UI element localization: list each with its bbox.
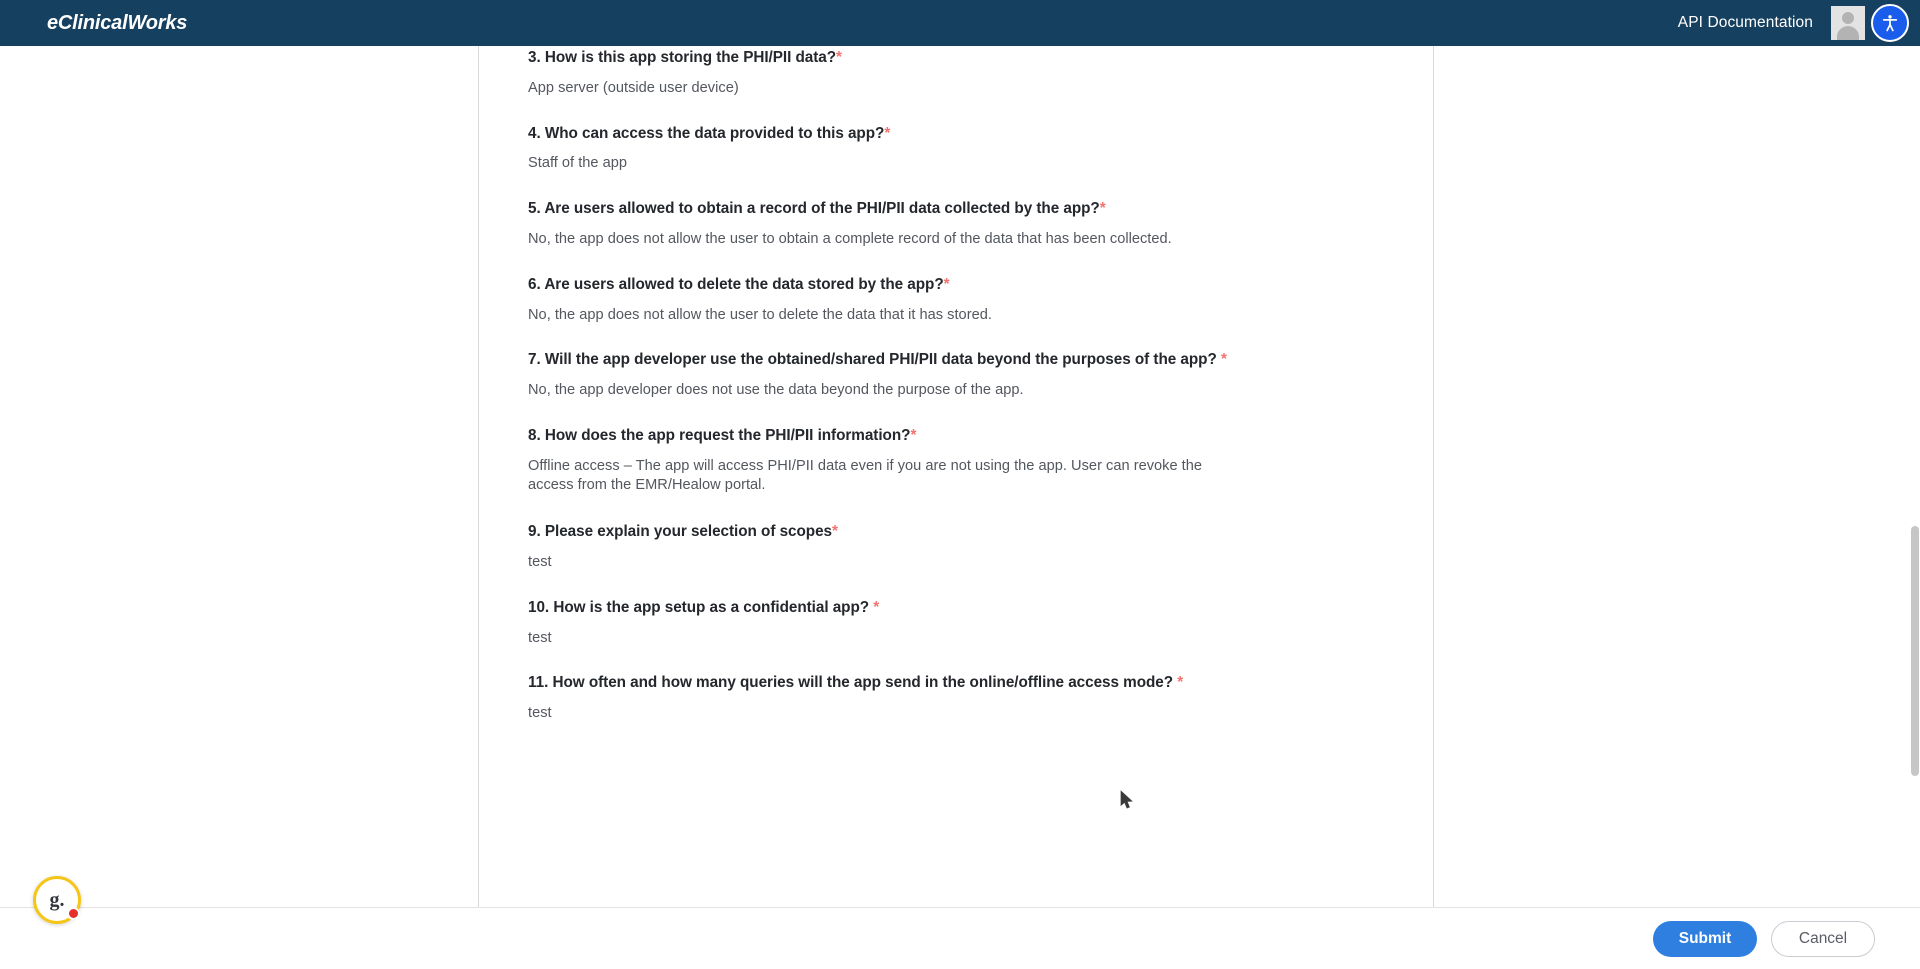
question-number: 3.	[528, 49, 541, 66]
question-block	[528, 426, 1383, 496]
question-block	[528, 124, 1383, 175]
question-number: 9.	[528, 523, 541, 541]
answer-value: test	[528, 705, 552, 722]
scrollbar-thumb[interactable]	[1911, 526, 1919, 776]
question-block	[528, 350, 1383, 401]
answer-value: No, the app does not allow the user to obtain a complete record of the data that has been collected.	[528, 231, 1172, 247]
question-text: Are users allowed to obtain a record of the PHI/PII data collected by the app?	[544, 200, 1100, 218]
question-label	[528, 426, 1383, 446]
required-asterisk: *	[943, 275, 950, 293]
right-gutter	[1433, 46, 1920, 907]
required-asterisk: *	[910, 426, 917, 444]
cancel-button[interactable]: Cancel	[1771, 921, 1875, 957]
question-label	[528, 673, 1383, 693]
answer-value: Offline access – The app will access PHI/PII data even if you are not using the app. User can revoke the access from the EMR/Healow portal.	[528, 457, 1203, 494]
notification-dot-icon	[67, 907, 80, 920]
required-asterisk: *	[1177, 674, 1184, 692]
required-asterisk: *	[1220, 351, 1227, 369]
answer-value: App server (outside user device)	[528, 79, 739, 96]
question-label	[528, 199, 1383, 219]
question-number: 11.	[528, 674, 549, 692]
required-asterisk: *	[836, 49, 842, 66]
avatar-head-shape	[1842, 12, 1854, 24]
answer-value: No, the app developer does not use the data beyond the purpose of the app.	[528, 382, 1024, 399]
question-block	[528, 522, 1383, 573]
question-text: Please explain your selection of scopes	[544, 523, 832, 541]
question-text: Will the app developer use the obtained/shared PHI/PII data beyond the purposes of the app?	[544, 351, 1217, 369]
answer-value: test	[528, 629, 552, 646]
page-body	[0, 46, 1920, 969]
question-block	[528, 275, 1383, 326]
feedback-widget-button[interactable]	[33, 876, 81, 924]
question-text: Are users allowed to delete the data stored by the app?	[544, 275, 944, 293]
questionnaire-form	[480, 46, 1433, 907]
question-label	[528, 522, 1383, 542]
question-text: How is the app setup as a confidential app?	[553, 598, 870, 616]
vertical-scrollbar[interactable]	[1909, 46, 1920, 907]
app-header	[0, 0, 1920, 46]
question-block	[528, 199, 1383, 250]
answer-value: No, the app does not allow the user to delete the data that it has stored.	[528, 306, 992, 323]
question-text: How is this app storing the PHI/PII data?	[544, 49, 837, 66]
question-label	[528, 275, 1383, 295]
question-block	[528, 46, 1383, 99]
accessibility-icon[interactable]	[1871, 4, 1909, 42]
question-number: 8.	[528, 426, 541, 444]
avatar-body-shape	[1837, 26, 1859, 40]
question-block	[528, 598, 1383, 649]
question-label	[528, 124, 1383, 144]
api-documentation-link[interactable]: API Documentation	[1677, 14, 1813, 31]
question-number: 7.	[528, 351, 541, 369]
required-asterisk: *	[831, 523, 838, 541]
question-label	[528, 598, 1383, 618]
question-text: How does the app request the PHI/PII information?	[544, 426, 911, 444]
answer-value: test	[528, 553, 552, 570]
question-number: 6.	[528, 275, 541, 293]
required-asterisk: *	[873, 598, 880, 616]
widget-label: g.	[49, 888, 65, 911]
question-number: 5.	[528, 200, 541, 218]
answer-value: Staff of the app	[528, 155, 628, 172]
form-action-bar	[0, 907, 1920, 969]
submit-button[interactable]: Submit	[1653, 921, 1757, 957]
question-text: How often and how many queries will the app send in the online/offline access mode?	[552, 674, 1174, 692]
left-gutter	[0, 46, 479, 907]
question-number: 4.	[528, 124, 541, 142]
question-label	[528, 48, 1383, 68]
user-avatar-icon[interactable]	[1831, 6, 1865, 40]
question-label	[528, 350, 1383, 370]
question-text: Who can access the data provided to this app?	[544, 124, 885, 142]
eclinicalworks-logo: eClinicalWorks	[47, 11, 188, 34]
question-number: 10.	[528, 598, 550, 616]
required-asterisk: *	[1099, 200, 1106, 218]
required-asterisk: *	[884, 124, 891, 142]
header-right-group	[1678, 0, 1920, 46]
question-block	[528, 673, 1383, 724]
